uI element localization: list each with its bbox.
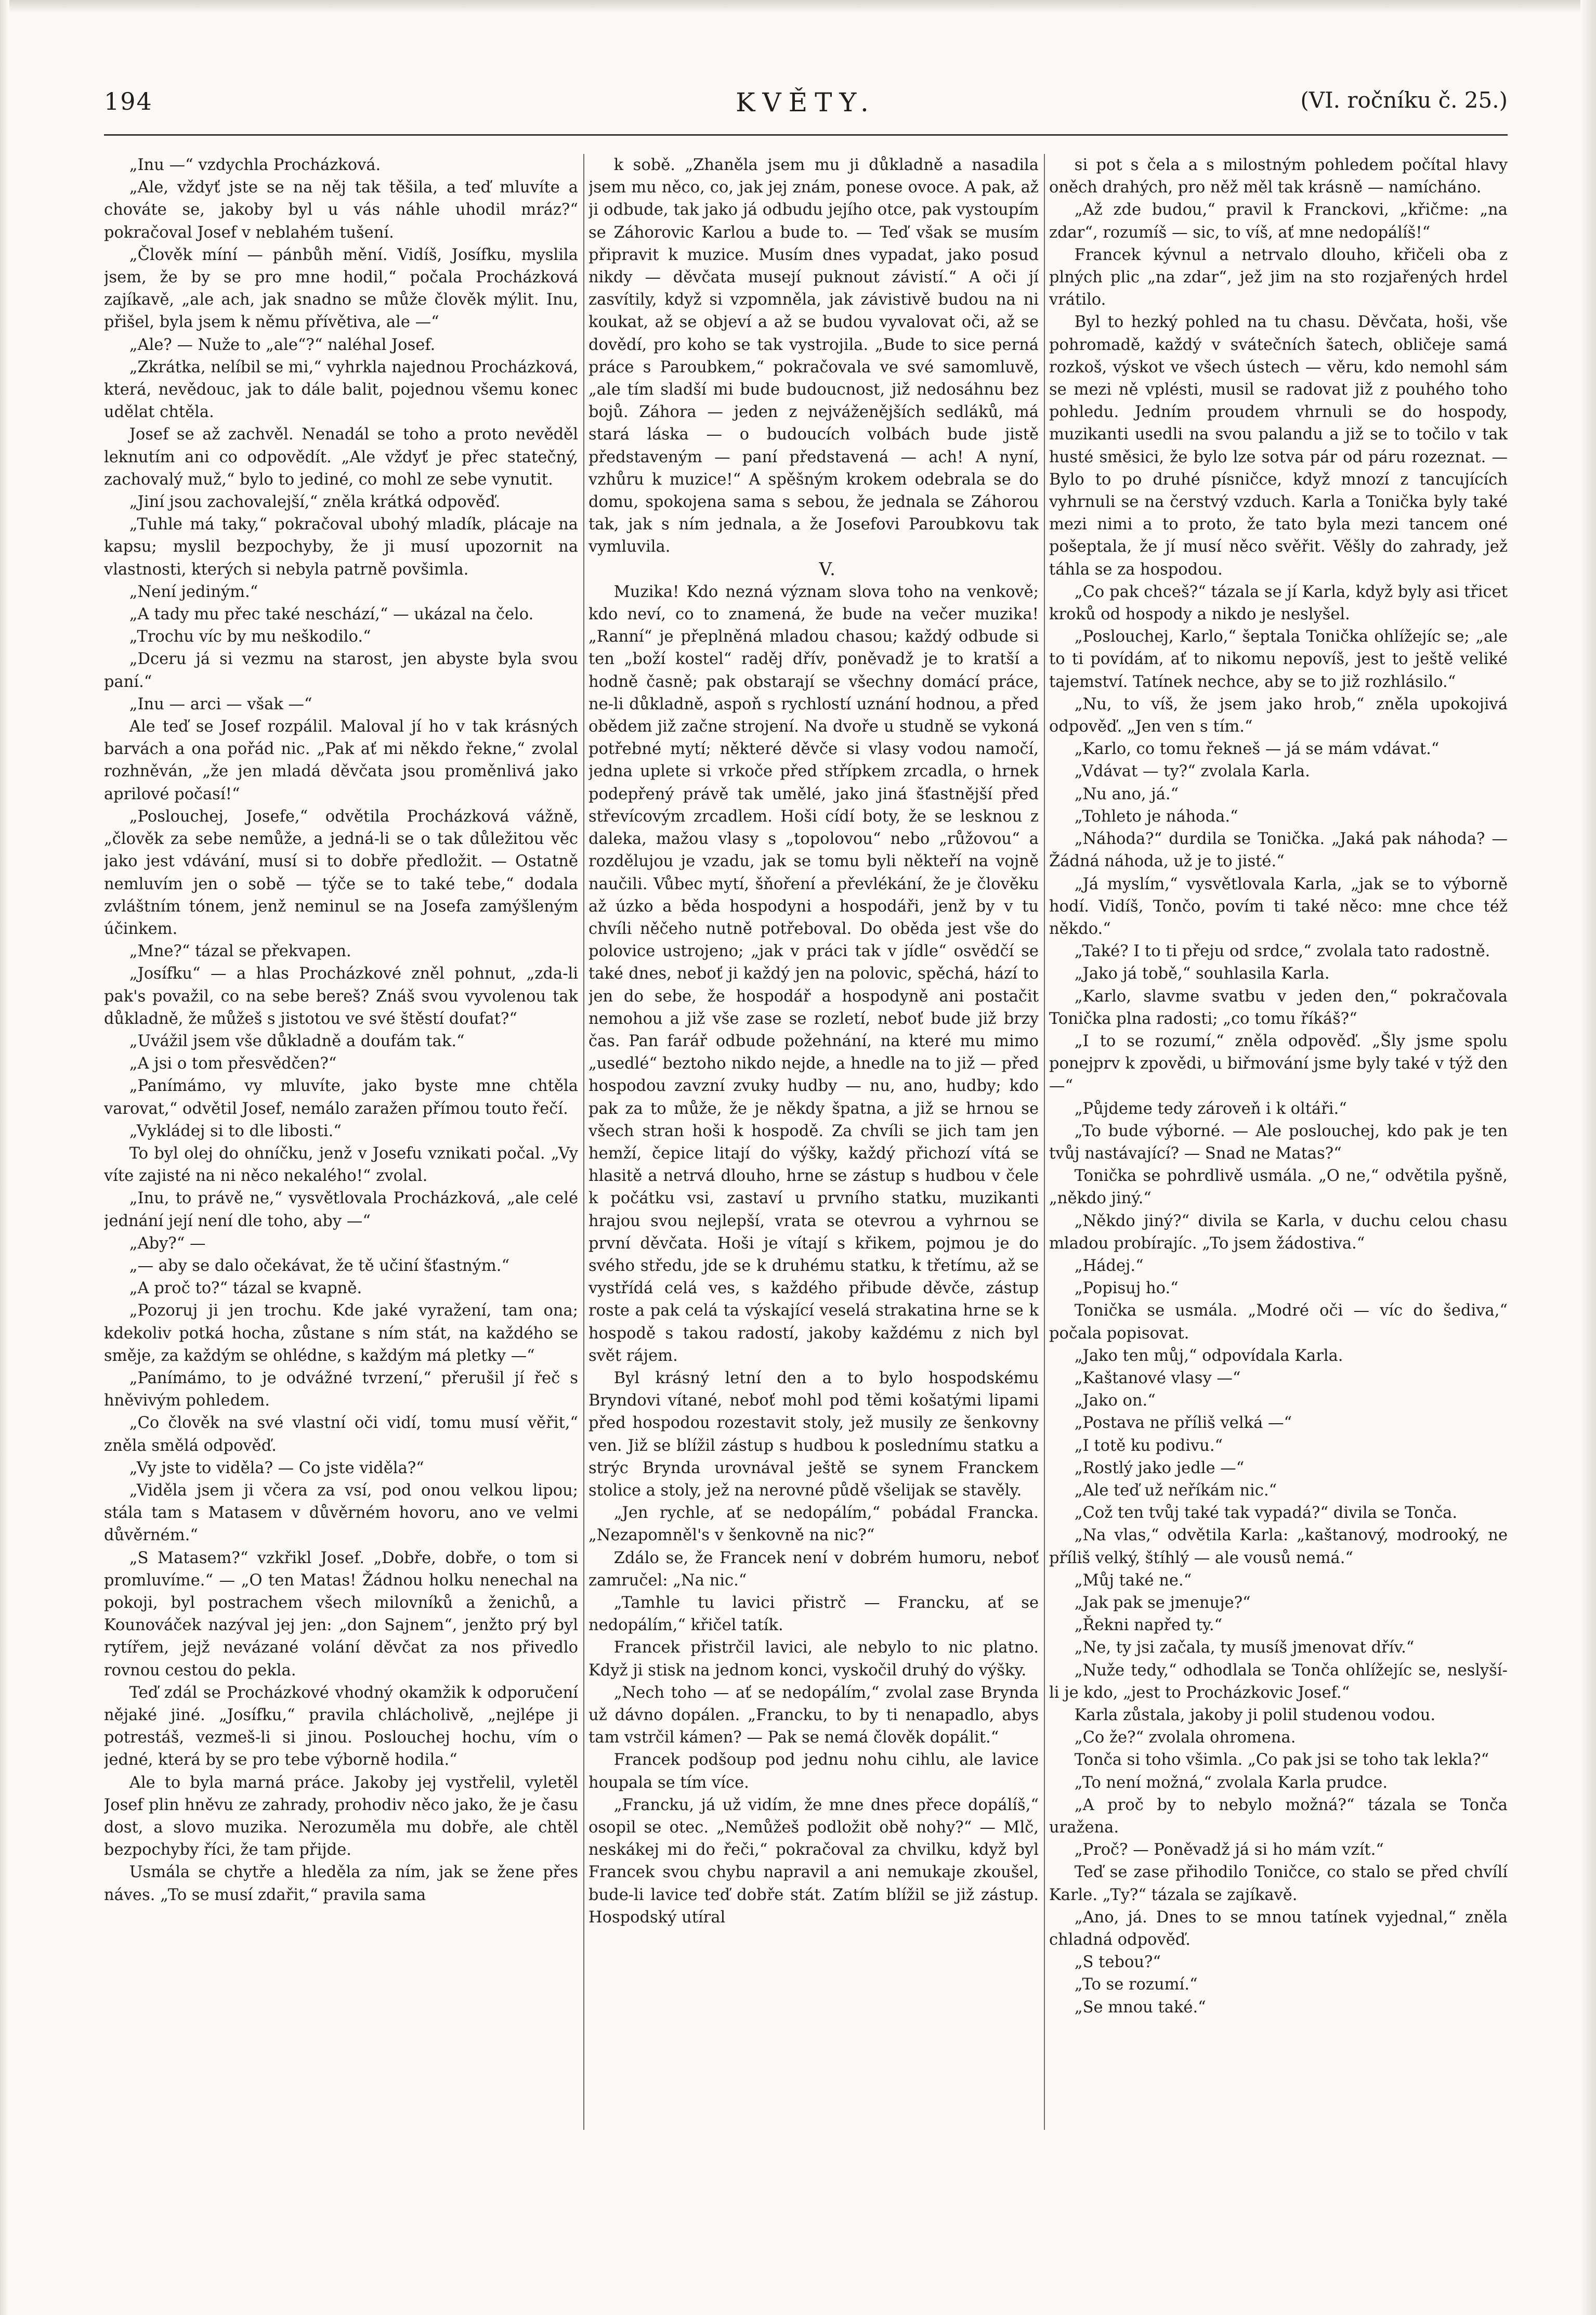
paragraph: Josef se až zachvěl. Nenadál se toho a proto nevěděl leknutím ani co odpovědít. „Ale vždyť je přec statečný, zachovalý muž,“ bylo to jediné, co mohl ze sebe vynutit. xyxy=(104,425,578,489)
paragraph: Ale to byla marná práce. Jakoby jej vystřelil, vyletěl Josef plin hněvu ze zahrady, prohodiv něco jako, že je času dost, a slovo muzika. Nerozuměla mu dobře, ale chtěl bezpochyby říci, že tam přijde. xyxy=(104,1773,578,1859)
page-number: 194 xyxy=(104,87,153,115)
paragraph: „Můj také ne.“ xyxy=(1074,1571,1192,1590)
paragraph: „Inu, to právě ne,“ vysvětlovala Procházková, „ale celé jednání její není dle toho, aby —“ xyxy=(104,1189,578,1230)
paragraph: „Panímámo, vy mluvíte, jako byste mne chtěla varovat,“ odvětil Josef, nemálo zaražen přímou touto řečí. xyxy=(104,1077,578,1118)
paragraph: Byl to hezký pohled na tu chasu. Děvčata, hoši, vše pohromadě, každý v svátečních šatech, obličeje samá rozkoš, výskot ve všech ústech — věru, kdo nemohl sám se mezi ně vplésti, musil se radovat již z pouhého toho pohledu. Jedním proudem vhrnuli se do hospody, muzikanti usedli na svou palandu a již se to točilo v tak husté směsici, že bylo lze sotva pár od páru rozeznat. — Bylo to po druhé písničce, když mnozí z tancujících vyhrnuli se na čerstvý vzduch. Karla a Tonička byly také mezi nimi a to proto, že tato byla mezi tancem oné pošeptala, že jí musí něco svěřit. Věšly do zahrady, jež táhla se za hospodou. xyxy=(1049,313,1508,579)
paragraph: Teď se zase přihodilo Toničce, co stalo se před chvílí Karle. „Ty?“ tázala se zajíkavě. xyxy=(1049,1863,1508,1904)
paragraph: „Co pak chceš?“ tázala se jí Karla, když byly asi třicet kroků od hospody a nikdo je neslyšel. xyxy=(1049,582,1508,624)
paragraph: „I to se rozumí,“ zněla odpověď. „Šly jsme spolu ponejprv k zpovědi, u biřmování jsme byly také v týž den —“ xyxy=(1049,1032,1508,1096)
paragraph: Karla zůstala, jakoby ji polil studenou vodou. xyxy=(1074,1706,1436,1725)
paragraph: Usmála se chytře a hleděla za ním, jak se žene přes náves. „To se musí zdařit,“ pravila sama xyxy=(104,1863,578,1904)
paragraph: „Ale? — Nuže to „ale“?“ naléhal Josef. xyxy=(129,335,436,354)
paragraph: „Vykládej si to dle libosti.“ xyxy=(129,1122,342,1140)
paragraph: Tonička se usmála. „Modré oči — víc do šediva,“ počala popisovat. xyxy=(1049,1302,1508,1343)
paragraph: „Tamhle tu lavici přistrč — Francku, ať se nedopálím,“ křičel tatík. xyxy=(588,1594,1039,1635)
paragraph: Francek přistrčil lavici, ale nebylo to nic platno. Když ji stisk na jednom konci, vyskočil druhý do výšky. xyxy=(588,1638,1039,1680)
paragraph: „A tady mu přec také neschází,“ — ukázal na čelo. xyxy=(129,605,534,624)
paragraph: „Někdo jiný?“ divila se Karla, v duchu celou chasu mladou probírajíc. „To jsem žádostiva.“ xyxy=(1049,1212,1508,1253)
paragraph: „Člověk míní — pánbůh mění. Vidíš, Josífku, myslila jsem, že by se pro mne hodil,“ počala Procházková zajíkavě, „ale ach, jak snadno se může člověk mýlit. Inu, přišel, byla jsem k němu přívětiva, ale —“ xyxy=(104,245,578,332)
paragraph: „Nech toho — ať se nedopálím,“ zvolal zase Brynda už dávno dopálen. „Francku, to by ti nenapadlo, abys tam vstrčil kámen? — Pak se nemá člověk dopálit.“ xyxy=(588,1683,1039,1747)
paragraph: „A proč to?“ tázal se kvapně. xyxy=(129,1279,362,1298)
paragraph: „Postava ne příliš velká —“ xyxy=(1074,1414,1292,1433)
paragraph: „To není možná,“ zvolala Karla prudce. xyxy=(1074,1773,1388,1792)
paragraph: „Rostlý jako jedle —“ xyxy=(1074,1459,1245,1477)
paragraph: „Uvážil jsem vše důkladně a doufám tak.“ xyxy=(129,1032,465,1050)
paragraph: „Kaštanové vlasy —“ xyxy=(1074,1369,1241,1387)
paragraph: „Co že?“ zvolala ohromena. xyxy=(1074,1728,1296,1747)
paragraph: „Viděla jsem ji včera za vsí, pod onou velkou lipou; stála tam s Matasem v důvěrném hovoru, ano ve velmi důvěrném.“ xyxy=(104,1481,578,1545)
paragraph: „Jak pak se jmenuje?“ xyxy=(1074,1594,1251,1612)
paragraph: „Ne, ty jsi začala, ty musíš jmenovat dřív.“ xyxy=(1074,1638,1415,1657)
issue-info: (VI. ročníku č. 25.) xyxy=(1300,87,1508,113)
paragraph: „Aby?“ — xyxy=(129,1234,206,1253)
paragraph: „Jako já tobě,“ souhlasila Karla. xyxy=(1074,965,1330,983)
paragraph: k sobě. „Zhaněla jsem mu ji důkladně a nasadila jsem mu něco, co, jak jej znám, ponese ovoce. A pak, až ji odbude, tak jako já odbudu jejího otce, pak vystoupím se Záhorovic Karlou a bude to. — Teď však se musím připravit k muzice. Musím dnes vypadat, jako posud nikdy — děvčata musejí puknout závistí.“ A oči jí zasvítily, když si vzpomněla, jak závistivě budou na ni koukat, až se objeví a až se budou vyvalovat oči, až se dovědí, pro koho se tak vystrojila. „Bude to sice perná práce s Paroubkem,“ pokračovala ve své samomluvě, „ale tím sladší mi bude budoucnost, již nedosáhnu bez bojů. Záhora — jeden z nejváženějších sedláků, má stará láska — o budoucích volbách bude jistě představeným — paní představená — ach! A nyní, vzhůru k muzice!“ A spěšným krokem odebrala se do domu, spokojena sama s sebou, že jednala se Záhorou tak, jak s ním jednala, a že Josefovi Paroubkovu tak vymluvila. xyxy=(588,156,1039,556)
paragraph: Muzika! Kdo nezná význam slova toho na venkově; kdo neví, co to znamená, že bude na večer muzika! „Ranní“ je přeplněná mladou chasou; každý odbude si ten „boží kostel“ raděj dřív, poněvadž je to kratší a hodně časně; pak obstarají se všechny domácí práce, ne-li důkladně, aspoň s rychlostí uznání hodnou, a před obědem již začne strojení. Na dvoře u studně se vykoná potřebné mytí; některé děvče si vlasy vodou namočí, jedna uplete si vrkoče před střípkem zrcadla, o hrnek podepřený právě tak umělé, jako jiná šťastnější před střevícovým zrcadlem. Hoši cídí boty, že se lesknou z daleka, mažou vlasy s „topolovou“ nebo „růžovou“ a rozdělujou je vzadu, jak se tomu byli někteří na vojně naučili. Vůbec mytí, šňoření a převlékání, že je člověku až úzko a běda hospodyni a hospodáři, jenž by v tu chvíli něčeho nutně potřeboval. Do oběda jest vše do polovice ustrojeno; „jak v práci tak v jídle“ osvědčí se také dnes, neboť ji každý jen na polovic, spěchá, hází to jen do sebe, že hospodář a hospodyně ani postačit nemohou a již vše zase se rozletí, neboť bude již brzy čas. Pan farář odbude požehnání, na které mu mimo „usedlé“ beztoho nikdo nejde, a hnedle na to již — před hospodou zavzní zvuky hudby — nu, ano, hudby; kdo pak za to může, že je někdy špatna, a již se hrnou se všech stran hoši k hospodě. Za chvíli se jich tam jen hemží, čepice litají do výšky, každý přichozí vítá se hlasitě a netrvá dlouho, hrne se zástup s hudbou v čele k počátku vsi, zastaví u prvního statku, muzikanti hrajou svou nejlepší, vrata se otevrou a vyhrnou se první děvčata. Hoši je vítají s křikem, pojmou je do svého středu, jde se k druhému statku, k třetímu, až se vystřídá celá ves, s každého přibude děvče, zástup roste a pak celá ta výskající veselá strakatina hrne se k hospodě s takou radostí, jakoby každému z nich byl svět rájem. xyxy=(588,582,1039,1365)
paragraph: „Inu — arci — však —“ xyxy=(129,695,312,713)
paragraph: „Jako on.“ xyxy=(1074,1391,1156,1410)
paragraph: „I totě ku podivu.“ xyxy=(1074,1436,1223,1455)
paragraph: „Panímámo, to je odvážné tvrzení,“ přerušil jí řeč s hněvivým pohledem. xyxy=(104,1369,578,1410)
page-edge-top xyxy=(0,0,1596,14)
paragraph: „Nuže tedy,“ odhodlala se Tonča ohlížejíc se, neslyší-li je kdo, „jest to Procházkovic Josef.“ xyxy=(1049,1661,1508,1702)
paragraph: „Ale, vždyť jste se na něj tak těšila, a teď mluvíte a chováte se, jakoby byl u vás náhle uhodil mráz?“ pokračoval Josef v neblahém tušení. xyxy=(104,178,578,242)
paragraph: „Také? I to ti přeju od srdce,“ zvolala tato radostně. xyxy=(1074,942,1490,961)
paragraph: „A proč by to nebylo možná?“ tázala se Tonča uražena. xyxy=(1049,1796,1508,1837)
paragraph: „Jiní jsou zachovalejší,“ zněla krátká odpověď. xyxy=(129,493,501,512)
paragraph: „Mne?“ tázal se překvapen. xyxy=(129,942,351,961)
paragraph: „Až zde budou,“ pravil k Franckovi, „křičme: „na zdar“, rozumíš — sic, to víš, ať mne nedopálíš!“ xyxy=(1049,201,1508,242)
page-edge-left xyxy=(0,0,9,2315)
paragraph: „Inu —“ vzdychla Procházková. xyxy=(129,156,381,174)
paragraph: „S tebou?“ xyxy=(1074,1953,1161,1972)
paragraph: „A jsi o tom přesvědčen?“ xyxy=(129,1055,337,1073)
paragraph: Francek podšoup pod jednu nohu cihlu, ale lavice houpala se tím více. xyxy=(588,1751,1039,1792)
paragraph: „Josífku“ — a hlas Procházkové zněl pohnut, „zda-li pak's považil, co na sebe bereš? Znáš svou vyvolenou tak důkladně, že můžeš s jistotou ve své štěstí doufat?“ xyxy=(104,965,578,1028)
paragraph: Francek kývnul a netrvalo dlouho, křičeli oba z plných plic „na zdar“, jež jim na sto rozjařených hrdel vrátilo. xyxy=(1049,245,1508,309)
paragraph: Teď zdál se Procházkové vhodný okamžik k odporučení nějaké jiné. „Josífku,“ pravila chlácholivě, „nejlépe ji potrestáš, vezmeš-li si jinou. Poslouchej hochu, vím o jedné, která by se pro tebe výborně hodila.“ xyxy=(104,1683,578,1770)
paragraph: „Hádej.“ xyxy=(1074,1256,1144,1275)
paragraph: „Pozoruj ji jen trochu. Kde jaké vyražení, tam ona; kdekoliv potká hocha, zůstane s ním stát, na každého se směje, za každým se ohlédne, s každým má pletky —“ xyxy=(104,1302,578,1365)
paragraph: „Karlo, slavme svatbu v jeden den,“ pokračovala Tonička plna radosti; „co tomu říkáš?“ xyxy=(1049,987,1508,1028)
text-column-3 xyxy=(1049,154,1508,2275)
paragraph: „Náhoda?“ durdila se Tonička. „Jaká pak náhoda? — Žádná náhoda, už je to jisté.“ xyxy=(1049,830,1508,871)
paragraph: To byl olej do ohníčku, jenž v Josefu vznikati počal. „Vy víte zajisté na ni něco nekalého!“ zvolal. xyxy=(104,1144,578,1186)
paragraph: „Není jediným.“ xyxy=(129,582,258,601)
paragraph: „Což ten tvůj také tak vypadá?“ divila se Tonča. xyxy=(1074,1504,1458,1523)
paragraph: „Dceru já si vezmu na starost, jen abyste byla svou paní.“ xyxy=(104,650,578,691)
paragraph: „Proč? — Poněvadž já si ho mám vzít.“ xyxy=(1074,1841,1384,1859)
column-rule xyxy=(1044,154,1045,2130)
text-column-2 xyxy=(588,154,1039,2275)
paragraph: „Tuhle má taky,“ pokračoval ubohý mladík, plácaje na kapsu; myslil bezpochyby, že ji musí upozornit na vlastnosti, kterých si nebyla patrně povšimla. xyxy=(104,515,578,579)
paragraph: „Řekni napřed ty.“ xyxy=(1074,1616,1223,1635)
paragraph: „S Matasem?“ vzkřikl Josef. „Dobře, dobře, o tom si promluvíme.“ — „O ten Matas! Žádnou holku nenechal na pokoji, byl postrachem všech milovníků a ženichů, a Kounováček nazýval jej jen: „don Sajnem“, jenžto prý byl rytířem, jejž nevázané volání děvčat za nos přivedlo rovnou cestou do pekla. xyxy=(104,1549,578,1680)
column-rule xyxy=(583,154,584,2130)
paragraph: „Ano, já. Dnes to se mnou tatínek vyjednal,“ zněla chladná odpověď. xyxy=(1049,1908,1508,1949)
paragraph: „To se rozumí.“ xyxy=(1074,1975,1198,1994)
text-column-1 xyxy=(104,154,578,2275)
paragraph: „Jen rychle, ať se nedopálím,“ pobádal Francka. „Nezapomněl's v šenkovně na nic?“ xyxy=(588,1504,1039,1545)
paragraph: „— aby se dalo očekávat, že tě učiní šťastným.“ xyxy=(129,1256,510,1275)
paragraph: „Se mnou také.“ xyxy=(1074,1998,1206,2017)
paragraph: „Půjdeme tedy zároveň i k oltáři.“ xyxy=(1074,1099,1347,1118)
paragraph: „Poslouchej, Karlo,“ šeptala Tonička ohlížejíc se; „ale to ti povídám, ať to nikomu nepovíš, jest to ještě veliké tajemství. Tatínek nechce, aby se to již rozhlásilo.“ xyxy=(1049,628,1508,691)
paragraph: Tonička se pohrdlivě usmála. „O ne,“ odvětila pyšně, „někdo jiný.“ xyxy=(1049,1167,1508,1208)
paragraph: „Co člověk na své vlastní oči vidí, tomu musí věřit,“ zněla smělá odpověď. xyxy=(104,1414,578,1455)
paragraph: „Jako ten můj,“ odpovídala Karla. xyxy=(1074,1346,1343,1365)
paragraph: „Na vlas,“ odvětila Karla: „kaštanový, modrooký, ne příliš velký, štíhlý — ale vousů nemá.“ xyxy=(1049,1526,1508,1567)
paragraph: „Popisuj ho.“ xyxy=(1074,1279,1179,1298)
paragraph: „Já myslím,“ vysvětlovala Karla, „jak se to výborně hodí. Vidíš, Tončo, povím ti také něco: mne chce též někdo.“ xyxy=(1049,875,1508,938)
paragraph: „Francku, já už vidím, že mne dnes přece dopálíš,“ osopil se otec. „Nemůžeš podložit obě nohy?“ — Mlč, neskákej mi do řeči,“ pokračoval za chvilku, když byl Francek svou chybu napravil a ani nemukaje zkoušel, bude-li lavice teď dobře stát. Zatím blížil se již zástup. Hospodský utíral xyxy=(588,1796,1039,1927)
paragraph: „Trochu víc by mu neškodilo.“ xyxy=(129,628,371,646)
page-edge-right xyxy=(1580,0,1596,2315)
paragraph: „Karlo, co tomu řekneš — já se mám vdávat.“ xyxy=(1074,740,1440,759)
paragraph: „Nu, to víš, že jsem jako hrob,“ zněla upokojivá odpověď. „Jen ven s tím.“ xyxy=(1049,695,1508,736)
paragraph: si pot s čela a s milostným pohledem počítal hlavy oněch drahých, pro něž měl tak krásně — namícháno. xyxy=(1049,156,1508,197)
running-header xyxy=(104,87,1508,124)
paragraph: Ale teď se Josef rozpálil. Maloval jí ho v tak krásných barvách a ona pořád nic. „Pak ať mi někdo řekne,“ zvolal rozhněván, „že jen mladá děvčata jsou proměnlivá jako aprilové počasí!“ xyxy=(104,718,578,803)
paragraph: „Ale teď už neříkám nic.“ xyxy=(1074,1481,1277,1500)
paragraph: „To bude výborné. — Ale poslouchej, kdo pak je ten tvůj nastávající? — Snad ne Matas?“ xyxy=(1049,1122,1508,1163)
paragraph: Tonča si toho všimla. „Co pak jsi se toho tak lekla?“ xyxy=(1074,1751,1489,1770)
paragraph: Byl krásný letní den a to bylo hospodskému Bryndovi vítané, neboť mohl pod těmi košatými lipami před hospodou rozestavit stoly, jež musily ze šenkovny ven. Již se blížil zástup s hudbou k poslednímu statku a strýc Brynda urovnával ještě se synem Franckem stolice a stoly, jež na nerovné půdě všelijak se stavěly. xyxy=(588,1369,1039,1500)
paragraph: „Zkrátka, nelíbil se mi,“ vyhrkla najednou Procházková, která, nevědouc, jak to dále balit, pojednou všemu konec udělat chtěla. xyxy=(104,358,578,422)
paragraph: Zdálo se, že Francek není v dobrém humoru, neboť zamručel: „Na nic.“ xyxy=(588,1549,1039,1590)
header-rule xyxy=(104,134,1508,136)
paragraph: „Tohleto je náhoda.“ xyxy=(1074,807,1238,826)
chapter-heading: V. xyxy=(819,558,836,580)
paragraph: „Vy jste to viděla? — Co jste viděla?“ xyxy=(129,1459,424,1477)
paragraph: „Poslouchej, Josefe,“ odvětila Procházková vážně, „člověk za sebe nemůže, a jedná-li se o tak důležitou věc jako jest vdávání, musí si to dobře předložit. — Ostatně nemluvím jen o sobě — týče se to také tebe,“ dodala zvláštním tónem, jenž neminul se na Josefa zamýšleným účinkem. xyxy=(104,807,578,938)
paragraph: „Vdávat — ty?“ zvolala Karla. xyxy=(1074,762,1310,781)
journal-title: KVĚTY. xyxy=(736,87,876,118)
paragraph: „Nu ano, já.“ xyxy=(1074,785,1179,803)
